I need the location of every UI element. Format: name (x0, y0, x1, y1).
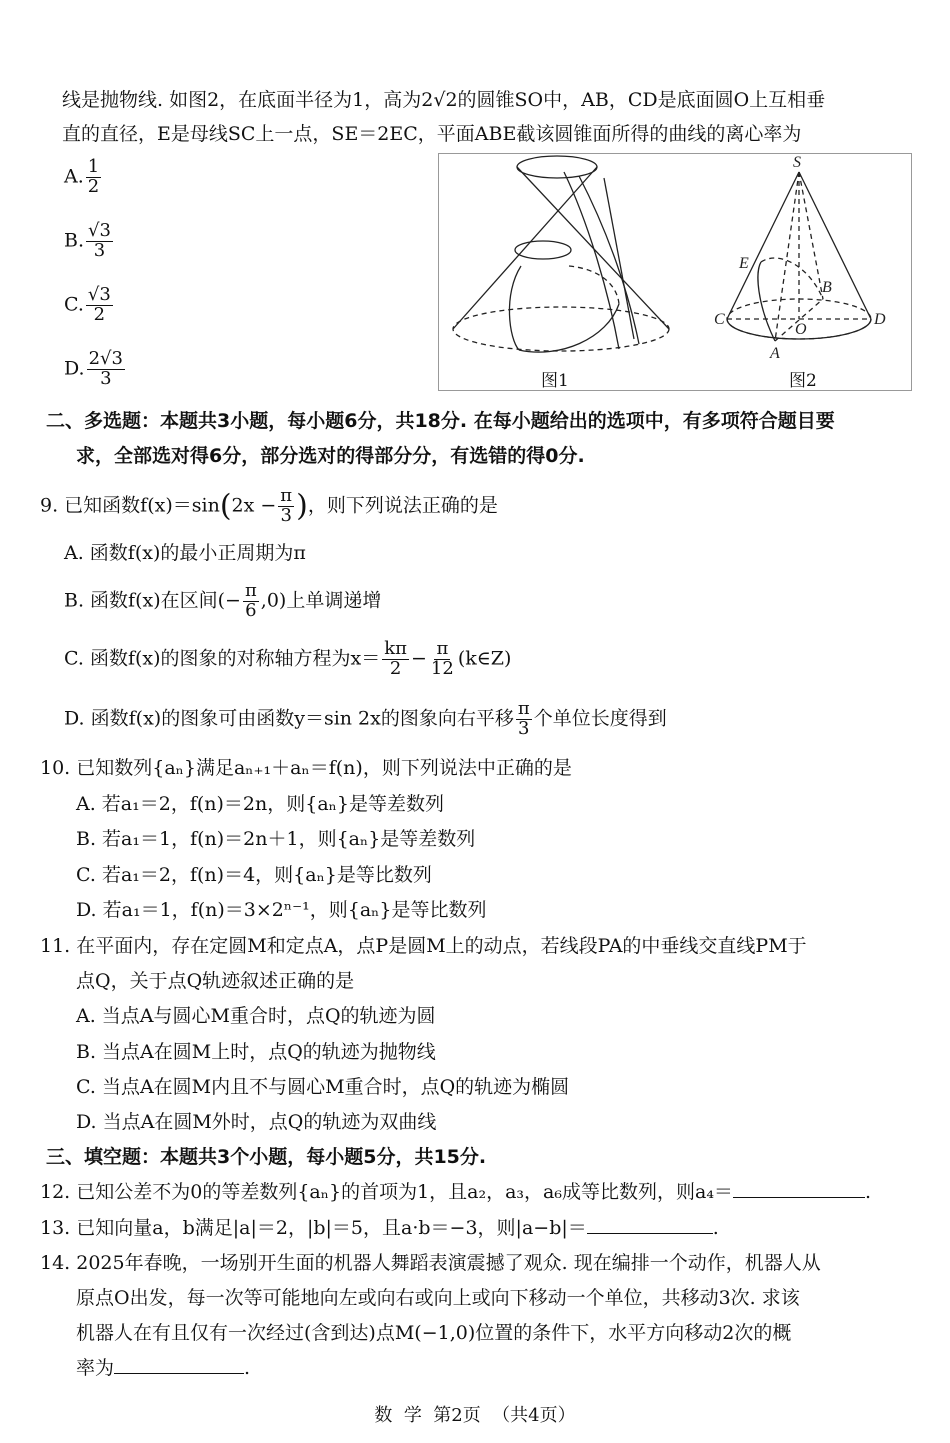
q9-option-c[interactable]: C. 函数f(x)的图象的对称轴方程为x＝ $\frac{k\pi}{2}$ − $\frac{\pi}{12}$ (k∈Z) (64, 638, 512, 679)
q11-option-a[interactable]: A. 当点A与圆心M重合时，点Q的轨迹为圆 (76, 1005, 436, 1027)
fraction: $\frac{1}{2}$ (87, 156, 100, 197)
label-d: D (874, 311, 886, 328)
q8-option-d[interactable]: D. $\frac{2√3}{3}$ (64, 348, 123, 389)
q11-option-b[interactable]: B. 当点A在圆M上时，点Q的轨迹为抛物线 (76, 1041, 436, 1063)
q10-option-d[interactable]: D. 若a₁＝1，f(n)＝3×2ⁿ⁻¹，则{aₙ}是等比数列 (76, 899, 487, 921)
q10-option-b[interactable]: B. 若a₁＝1，f(n)＝2n＋1，则{aₙ}是等差数列 (76, 828, 476, 850)
q14-answer-blank[interactable] (114, 1372, 244, 1374)
q8-line2: 直的直径，E是母线SC上一点，SE＝2EC，平面ABE截该圆锥面所得的曲线的离心率为 (62, 123, 802, 145)
q10-option-c[interactable]: C. 若a₁＝2，f(n)＝4，则{aₙ}是等比数列 (76, 864, 432, 886)
fig2-caption: 图2 (789, 371, 817, 391)
fraction: $\frac{√3}{2}$ (87, 284, 111, 325)
fig1-parabola-left (564, 172, 619, 349)
q9-option-b[interactable]: B. 函数f(x)在区间(− $\frac{\pi}{6}$ ,0)上单调递增 (64, 580, 382, 621)
cone-diagram (439, 154, 911, 390)
q9-stem: 9. 已知函数f(x)＝sin(2x − $\frac{\pi}{3}$ )，则下列说法正确的是 (40, 485, 498, 526)
fig1-hyperbola (604, 178, 634, 339)
fig1-base-ellipse (453, 307, 669, 351)
fig1-top-ellipse (517, 156, 597, 178)
q12-answer-blank[interactable] (733, 1196, 865, 1198)
q11-option-c[interactable]: C. 当点A在圆M内且不与圆心M重合时，点Q的轨迹为椭圆 (76, 1076, 570, 1098)
fig1-caption: 图1 (541, 371, 569, 391)
q14-line4: 率为 . (76, 1357, 251, 1379)
fig1-ellipse-hidden (569, 266, 619, 304)
section2-heading: 二、多选题：本题共3小题，每小题6分，共18分. 在每小题给出的选项中，有多项符合题目要 (46, 410, 835, 432)
q14-line2: 原点O出发，每一次等可能地向左或向右或向上或向下移动一个单位，共移动3次. 求该 (76, 1287, 800, 1309)
page-footer: 数 学 第2页 （共4页） (374, 1405, 576, 1426)
label-e: E (739, 255, 749, 272)
fraction: $\frac{√3}{3}$ (88, 220, 111, 261)
label-b: B (822, 279, 832, 296)
label-o: O (795, 321, 807, 338)
fig1-generator-left (453, 167, 597, 329)
fraction: $\frac{2√3}{3}$ (88, 348, 123, 389)
fig2-generator-sb (799, 172, 823, 299)
q11-stem: 11. 在平面内，存在定圆M和定点A，点P是圆M上的动点，若线段PA的中垂线交直线PM于 (40, 935, 807, 957)
q13: 13. 已知向量a，b满足|a|＝2，|b|＝5，且a·b＝−3，则|a−b|＝ . (40, 1217, 719, 1239)
q12: 12. 已知公差不为0的等差数列{aₙ}的首项为1，且a₂，a₃，a₆成等比数列，则a₄＝ . (40, 1181, 871, 1203)
q8-option-b[interactable]: B. $\frac{√3}{3}$ (64, 220, 111, 261)
section3-heading: 三、填空题：本题共3个小题，每小题5分，共15分. (46, 1146, 487, 1168)
label-s: S (793, 154, 801, 171)
q11-stem-cont: 点Q，关于点Q轨迹叙述正确的是 (76, 970, 355, 992)
q8-option-a[interactable]: A. $\frac{1}{2}$ (64, 156, 100, 197)
q9-option-a[interactable]: A. 函数f(x)的最小正周期为π (64, 542, 306, 564)
label-c: C (714, 311, 725, 328)
q8-line1: 线是抛物线. 如图2，在底面半径为1，高为2√2的圆锥SO中，AB，CD是底面圆O上互相垂 (62, 89, 826, 111)
q9-option-d[interactable]: D. 函数f(x)的图象可由函数y＝sin 2x的图象向右平移 $\frac{\pi}{3}$ 个单位长度得到 (64, 698, 667, 739)
fig2-generator-sd (799, 172, 871, 319)
label-a: A (770, 345, 780, 362)
section2-heading-cont: 求，全部选对得6分，部分选对的得部分分，有选错的得0分. (76, 445, 585, 467)
q10-stem: 10. 已知数列{aₙ}满足aₙ₊₁＋aₙ＝f(n)，则下列说法中正确的是 (40, 757, 572, 779)
q14-line3: 机器人在有且仅有一次经过(含到达)点M(−1,0)位置的条件下，水平方向移动2次的概 (76, 1322, 792, 1344)
q14-line1: 14. 2025年春晚，一场别开生面的机器人舞蹈表演震撼了观众. 现在编排一个动作，机器人从 (40, 1252, 821, 1274)
cone-figures (438, 153, 912, 391)
q8-option-c[interactable]: C. $\frac{√3}{2}$ (64, 284, 111, 325)
q11-option-d[interactable]: D. 当点A在圆M外时，点Q的轨迹为双曲线 (76, 1111, 437, 1133)
q13-answer-blank[interactable] (587, 1232, 713, 1234)
fig2-section-hidden (761, 258, 823, 299)
q10-option-a[interactable]: A. 若a₁＝2，f(n)＝2n，则{aₙ}是等差数列 (76, 793, 444, 815)
